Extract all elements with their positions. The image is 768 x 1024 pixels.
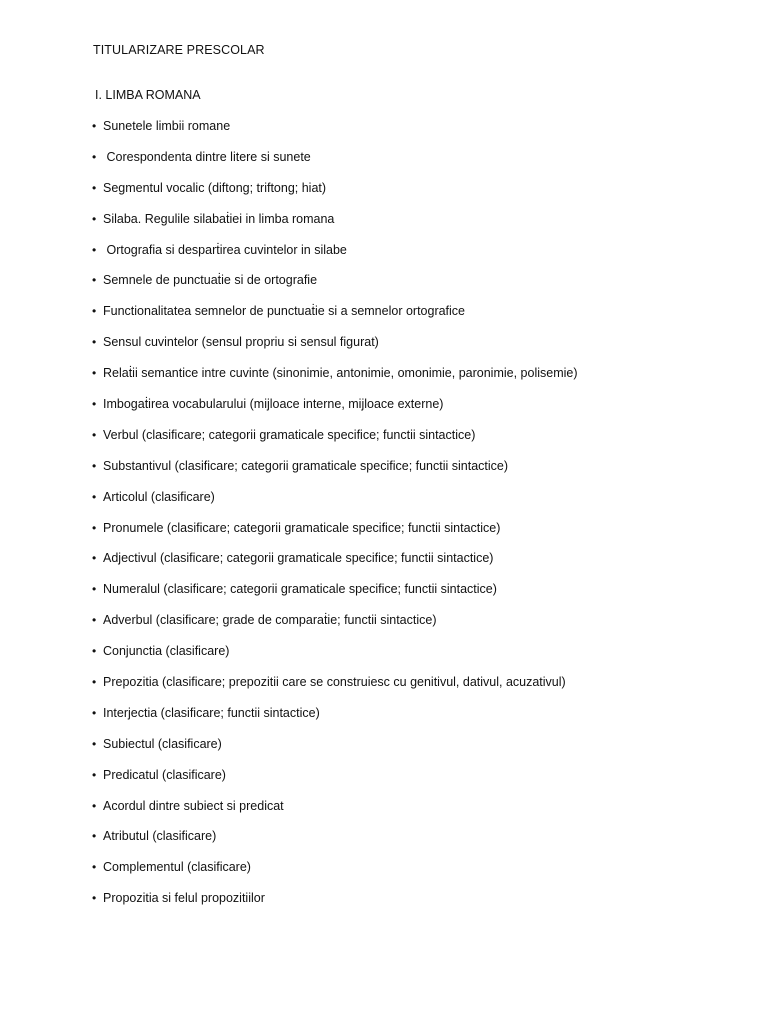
list-item — [92, 581, 578, 612]
topic-text: Propozitia si felul propozitiilor — [103, 891, 265, 906]
bullet-icon: • — [92, 366, 97, 381]
list-item — [92, 890, 578, 921]
list-item — [92, 303, 578, 334]
list-item — [92, 149, 578, 180]
list-item — [92, 828, 578, 859]
bullet-icon: • — [92, 242, 97, 257]
bullet-icon: • — [92, 891, 97, 906]
bullet-icon: • — [92, 427, 97, 442]
bullet-icon: • — [92, 551, 97, 566]
bullet-icon: • — [92, 119, 97, 133]
topic-text: Corespondenta dintre litere si sunete — [103, 149, 311, 164]
topic-text: Prepozitia (clasificare; prepozitii care se construiesc cu genitivul, dativul, acuzativul) — [103, 675, 566, 690]
list-item — [92, 550, 578, 581]
list-item — [92, 334, 578, 365]
topic-text: Sensul cuvintelor (sensul propriu si sensul figurat) — [103, 335, 379, 350]
topic-text: Substantivul (clasificare; categorii gramaticale specifice; functii sintactice) — [103, 458, 509, 473]
topic-text: Adverbul (clasificare; grade de comparaṫie; functii sintactice) — [103, 613, 437, 628]
bullet-icon: • — [92, 582, 97, 597]
section-heading: I. LIMBA ROMANA — [95, 88, 201, 102]
topic-text: Interjectia (clasificare; functii sintactice) — [103, 705, 320, 720]
list-item — [92, 520, 578, 551]
bullet-icon: • — [92, 458, 97, 473]
list-item — [92, 396, 578, 427]
bullet-icon: • — [92, 860, 97, 875]
bullet-icon: • — [92, 644, 97, 659]
list-item — [92, 458, 578, 489]
topic-text: Verbul (clasificare; categorii gramaticale specifice; functii sintactice) — [103, 427, 476, 442]
list-item — [92, 242, 578, 273]
topic-text: Articolul (clasificare) — [103, 489, 215, 504]
list-item — [92, 612, 578, 643]
topic-text: Relaṫii semantice intre cuvinte (sinonimie, antonimie, omonimie, paronimie, polisemie) — [103, 366, 578, 381]
topic-text: Imbogaṫirea vocabularului (mijloace interne, mijloace externe) — [103, 397, 444, 412]
bullet-icon: • — [92, 613, 97, 628]
topic-text: Semnele de punctuaṫie si de ortografie — [103, 273, 318, 288]
topic-text: Numeralul (clasificare; categorii gramaticale specifice; functii sintactice) — [103, 582, 497, 597]
topic-text: Adjectivul (clasificare; categorii gramaticale specifice; functii sintactice) — [103, 551, 494, 566]
bullet-icon: • — [92, 149, 97, 164]
topic-text: Subiectul (clasificare) — [103, 736, 222, 751]
list-item — [92, 767, 578, 798]
document-title: TITULARIZARE PRESCOLAR — [93, 43, 265, 57]
bullet-icon: • — [92, 335, 97, 350]
list-item — [92, 674, 578, 705]
topic-text: Pronumele (clasificare; categorii gramaticale specifice; functii sintactice) — [103, 520, 501, 535]
bullet-icon: • — [92, 798, 97, 813]
topic-text: Complementul (clasificare) — [103, 860, 251, 875]
topic-list — [92, 118, 578, 921]
list-item — [92, 643, 578, 674]
bullet-icon: • — [92, 520, 97, 535]
bullet-icon: • — [92, 489, 97, 504]
topic-text: Acordul dintre subiect si predicat — [103, 798, 284, 813]
bullet-icon: • — [92, 304, 97, 319]
list-item — [92, 489, 578, 520]
list-item — [92, 365, 578, 396]
list-item — [92, 798, 578, 829]
list-item — [92, 180, 578, 211]
topic-text: Ortografia si desparṫirea cuvintelor in silabe — [103, 242, 347, 257]
topic-text: Segmentul vocalic (diftong; triftong; hiat) — [103, 180, 327, 195]
topic-text: Atributul (clasificare) — [103, 829, 217, 844]
topic-text: Conjunctia (clasificare) — [103, 644, 230, 659]
list-item — [92, 427, 578, 458]
topic-text: Silaba. Regulile silabaṫiei in limba romana — [103, 211, 335, 226]
bullet-icon: • — [92, 180, 97, 195]
list-item — [92, 211, 578, 242]
list-item — [92, 272, 578, 303]
bullet-icon: • — [92, 273, 97, 288]
bullet-icon: • — [92, 211, 97, 226]
topic-text: Functionalitatea semnelor de punctuaṫie si a semnelor ortografice — [103, 304, 466, 319]
bullet-icon: • — [92, 767, 97, 782]
list-item — [92, 736, 578, 767]
topic-text: Predicatul (clasificare) — [103, 767, 226, 782]
bullet-icon: • — [92, 397, 97, 412]
bullet-icon: • — [92, 675, 97, 690]
bullet-icon: • — [92, 829, 97, 844]
bullet-icon: • — [92, 705, 97, 720]
topic-text: Sunetele limbii romane — [103, 119, 231, 133]
list-item — [92, 859, 578, 890]
bullet-icon: • — [92, 736, 97, 751]
list-item — [92, 705, 578, 736]
list-item — [92, 118, 578, 149]
